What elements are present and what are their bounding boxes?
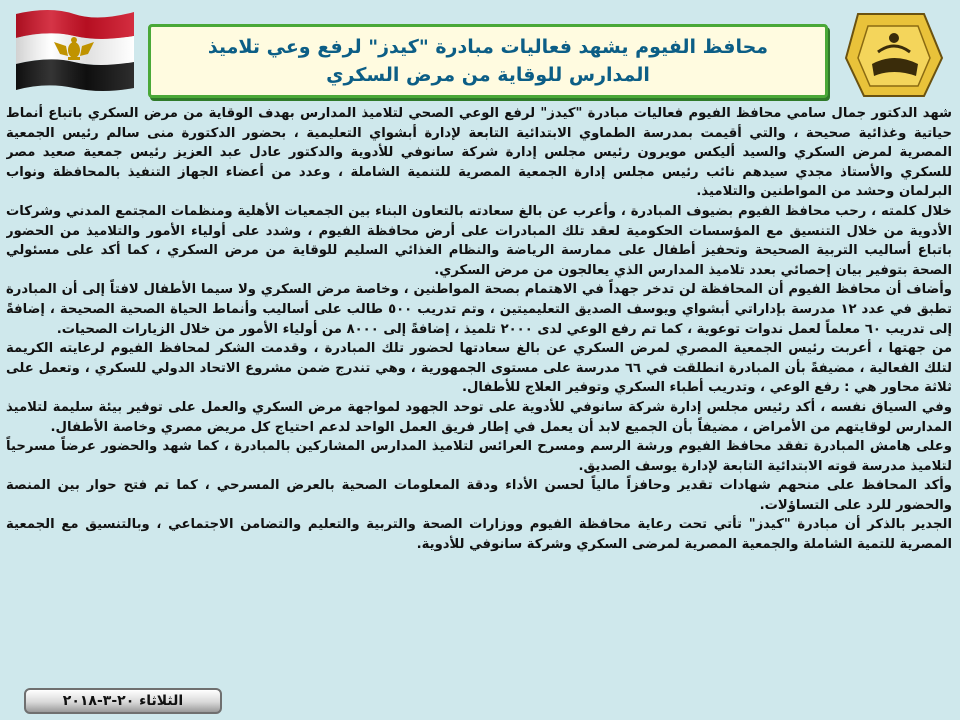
article-paragraph: وأضاف أن محافظ الفيوم أن المحافظة لن تدخر جهداً في الاهتمام بصحة المواطنين ، وخاصة مرض السكري ولا سيما الأطفال لافتاً إلى أن المبادرة تطبق في عدد ١٢ مدرسة بإداراتي أبشواي ويوسف الصديق التعليميتين ، وتم تدريب ٥٠٠ طالب على أساليب وأنماط الحياة الصحية الصحيحة ، إضافةً إلى تدريب ٦٠ معلماً لعمل ندوات توعوية ، كما تم رفع الوعي لدى ٢٠٠٠ تلميذ ، إضافةً إلى ٨٠٠٠ من أولياء الأمور من خلال الزيارات الصحيات.	[6, 282, 952, 337]
date-label: الثلاثاء ٢٠-٣-٢٠١٨	[62, 693, 184, 709]
article-paragraph: الجدير بالذكر أن مبادرة "كيدز" تأتي تحت رعاية محافظة الفيوم ووزارات الصحة والتربية والتعليم والتضامن الاجتماعي ، وبالتنسيق مع الجمعية المصرية للتمية الشاملة والجمعية المصرية لمرضى السكري وشركة سانوفي للأدوية.	[6, 517, 952, 553]
article-paragraph: شهد الدكتور جمال سامي محافظ الفيوم فعاليات مبادرة "كيدز" لرفع الوعي الصحي لتلاميذ المدارس بهدف الوقاية من مرض السكري باتباع أنماط حياتية وغذائية صحيحة ، والتي أقيمت بمدرسة الطماوي الابتدائية التابعة لإدارة أبشواي التعليمية ، بحضور الدكتورة منى سالم رئيس الجمعية المصرية لمرض السكري والسيد أليكس مويرون رئيس مجلس إدارة شركة سانوفي للأدوية والدكتور عادل عبد العزيز رئيس جمعية صعيد مصر للسكري والأستاذ مجدي سيدهم نائب رئيس مجلس إدارة الجمعية المصرية للتنمية الشاملة ، وعدد من أعضاء الجهاز التنفيذ بالمحافظة ونواب البرلمان وحشد من المواطنين والتلاميذ.	[6, 106, 952, 200]
headline: محافظ الفيوم يشهد فعاليات مبادرة "كيدز" لرفع وعي تلاميذ المدارس للوقاية من مرض السكري	[207, 36, 769, 86]
article-body	[6, 104, 952, 716]
article-paragraph: وأكد المحافظ على منحهم شهادات تقدير وحافزاً مالياً لحسن الأداء ودقة المعلومات الصحية بالعرض المسرحي ، كما تم فتح حوار بين المنصة والحضور للرد على التساؤلات.	[6, 478, 952, 513]
article-paragraph: من جهتها ، أعربت رئيس الجمعية المصري لمرض السكري عن بالغ سعادتها لحضور تلك المبادرة ، وقدمت الشكر لمحافظ الفيوم لرعايته الكريمة لتلك الفعالية ، مضيفةً بأن المبادرة انطلقت في ٦٦ مدرسة على مستوى الجمهورية ، وهي تندرج ضمن مشروع الاتحاد الدولي للسكري ، وتعمل على ثلاثة محاور هي : رفع الوعي ، وتدريب أطباء السكري وتوفير العلاج للأطفال.	[6, 341, 952, 396]
article-paragraph: وفي السياق نفسه ، أكد رئيس مجلس إدارة شركة سانوفي للأدوية على توحد الجهود لمواجهة مرض السكري والعمل على توفير بيئة سليمة لتلاميذ المدارس لوقايتهم من الأمراض ، مضيفاً بأن الجميع لابد أن يعمل في إطار فريق العمل الواحد لدعم احتياج كل مريض مصري وخاصة الأطفال.	[6, 399, 952, 435]
headline-box	[148, 24, 828, 98]
egypt-flag-icon	[10, 4, 138, 96]
article-paragraph: خلال كلمته ، رحب محافظ الفيوم بضيوف المبادرة ، وأعرب عن بالغ سعادته بالتعاون البناء بين الجمعيات الأهلية ومنظمات المجتمع المدني وشركات الأدوية من خلال التنسيق مع المؤسسات الحكومية لعقد تلك المبادرات على أرض محافظة الفيوم ، وشدد على أولياء الأمور والتلاميذ من الحضور باتباع أساليب التربية الصحيحة وتحفيز أطفال على ممارسة الرياضة والنظام الغذائي السليم للوقاية من مرض السكري ، كما أكد على مسئولي الصحة بتوفير بيان إحصائي بعدد تلاميذ المدارس الذي يعالجون من مرض السكري.	[6, 203, 952, 278]
fayoum-logo-icon	[838, 6, 950, 102]
date-badge	[24, 688, 222, 714]
article-paragraph: وعلى هامش المبادرة تفقد محافظ الفيوم ورشة الرسم ومسرح العرائس لتلاميذ المدارس المشاركين بالمبادرة ، كما شهد والحضور عرضاً مسرحياً لتلاميذ مدرسة قوته الابتدائية التابعة لإدارة يوسف الصديق.	[6, 439, 952, 474]
